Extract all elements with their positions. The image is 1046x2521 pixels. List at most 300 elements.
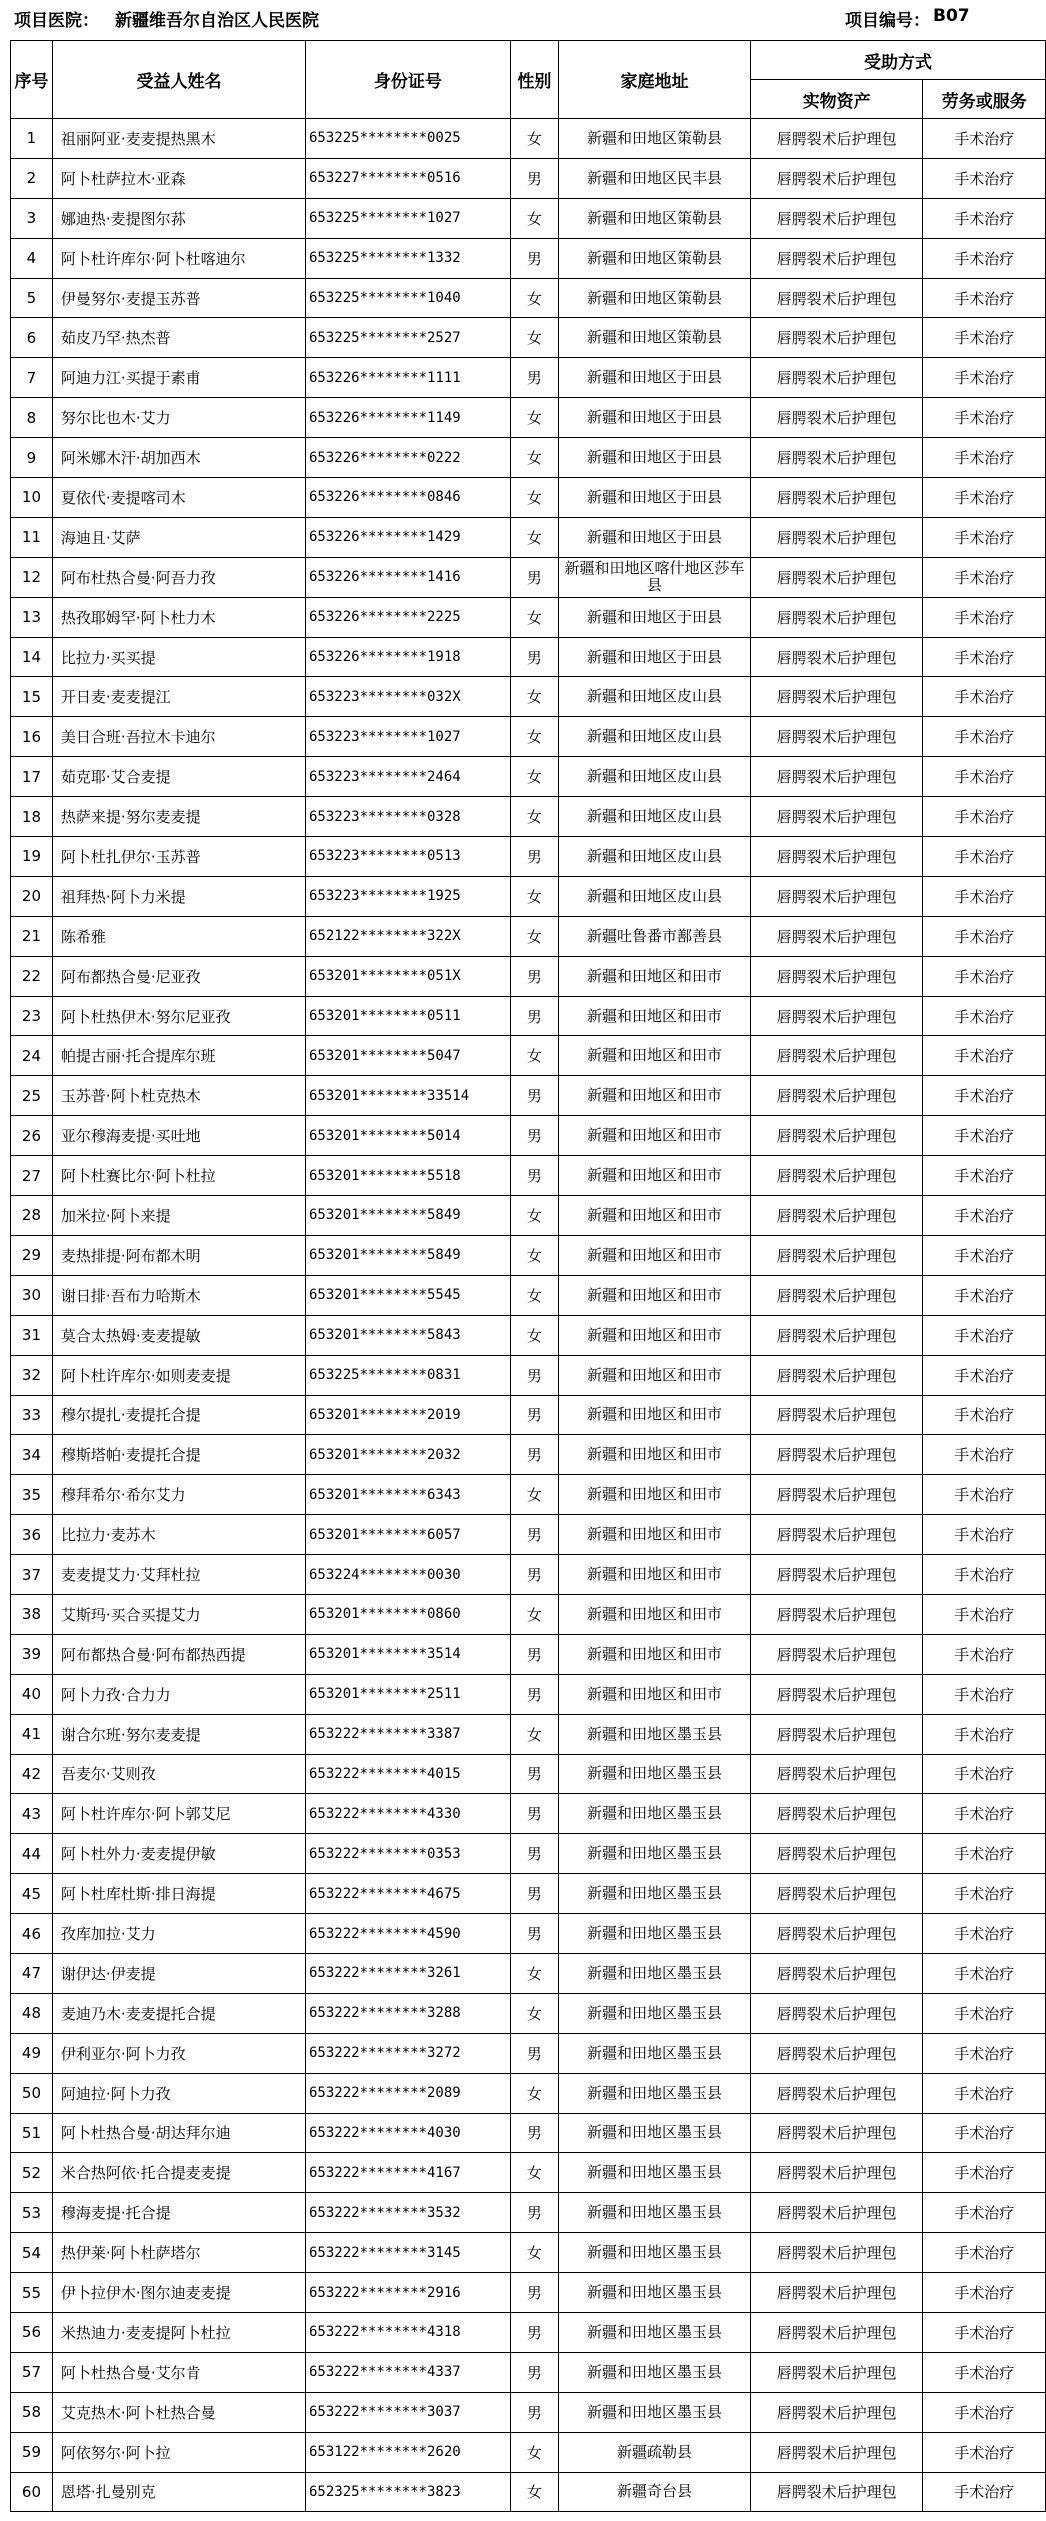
cell-no: 56 (11, 2312, 53, 2352)
table-row (11, 1953, 1046, 1993)
cell-no: 36 (11, 1515, 53, 1555)
cell-goods: 唇腭裂术后护理包 (750, 1914, 923, 1954)
cell-name: 比拉力·买买提 (52, 637, 305, 677)
cell-gender: 女 (510, 797, 558, 837)
cell-id: 653201********2511 (306, 1674, 511, 1714)
cell-goods: 唇腭裂术后护理包 (750, 517, 923, 557)
cell-name: 阿卜杜热合曼·胡达拜尔迪 (52, 2113, 305, 2153)
cell-service: 手术治疗 (923, 1156, 1046, 1196)
cell-goods: 唇腭裂术后护理包 (750, 198, 923, 238)
cell-address: 新疆和田地区和田市 (559, 1156, 751, 1196)
cell-service: 手术治疗 (923, 2193, 1046, 2233)
cell-service: 手术治疗 (923, 2273, 1046, 2313)
cell-service: 手术治疗 (923, 2033, 1046, 2073)
cell-id: 653222********4030 (306, 2113, 511, 2153)
cell-address: 新疆和田地区墨玉县 (559, 1754, 751, 1794)
cell-id: 653201********0860 (306, 1594, 511, 1634)
cell-address: 新疆和田地区皮山县 (559, 677, 751, 717)
cell-service: 手术治疗 (923, 1116, 1046, 1156)
cell-no: 42 (11, 1754, 53, 1794)
cell-id: 653222********4330 (306, 1794, 511, 1834)
cell-service: 手术治疗 (923, 837, 1046, 877)
table-row (11, 1993, 1046, 2033)
cell-service: 手术治疗 (923, 158, 1046, 198)
cell-gender: 男 (510, 2312, 558, 2352)
cell-address: 新疆和田地区策勒县 (559, 198, 751, 238)
cell-address: 新疆和田地区皮山县 (559, 717, 751, 757)
column-header-aid-method: 受助方式 (750, 41, 1045, 80)
column-header-name: 受益人姓名 (52, 41, 305, 119)
cell-address: 新疆和田地区和田市 (559, 1515, 751, 1555)
cell-goods: 唇腭裂术后护理包 (750, 757, 923, 797)
cell-goods: 唇腭裂术后护理包 (750, 238, 923, 278)
cell-id: 652325********3823 (306, 2472, 511, 2512)
cell-service: 手术治疗 (923, 1515, 1046, 1555)
cell-goods: 唇腭裂术后护理包 (750, 837, 923, 877)
cell-service: 手术治疗 (923, 956, 1046, 996)
cell-goods: 唇腭裂术后护理包 (750, 597, 923, 637)
cell-service: 手术治疗 (923, 2153, 1046, 2193)
cell-goods: 唇腭裂术后护理包 (750, 1275, 923, 1315)
cell-service: 手术治疗 (923, 1674, 1046, 1714)
cell-no: 4 (11, 238, 53, 278)
cell-goods: 唇腭裂术后护理包 (750, 1475, 923, 1515)
table-row (11, 837, 1046, 877)
cell-gender: 女 (510, 2472, 558, 2512)
cell-service: 手术治疗 (923, 478, 1046, 518)
cell-service: 手术治疗 (923, 1355, 1046, 1395)
cell-address: 新疆和田地区和田市 (559, 1315, 751, 1355)
cell-gender: 男 (510, 1395, 558, 1435)
cell-service: 手术治疗 (923, 2472, 1046, 2512)
cell-goods: 唇腭裂术后护理包 (750, 1874, 923, 1914)
cell-address: 新疆和田地区和田市 (559, 996, 751, 1036)
cell-address: 新疆和田地区策勒县 (559, 318, 751, 358)
cell-service: 手术治疗 (923, 198, 1046, 238)
table-row (11, 119, 1046, 159)
cell-goods: 唇腭裂术后护理包 (750, 2233, 923, 2273)
cell-name: 谢日排·吾布力哈斯木 (52, 1275, 305, 1315)
cell-id: 653201********5545 (306, 1275, 511, 1315)
cell-gender: 女 (510, 2233, 558, 2273)
cell-id: 653201********0511 (306, 996, 511, 1036)
cell-goods: 唇腭裂术后护理包 (750, 358, 923, 398)
cell-no: 15 (11, 677, 53, 717)
cell-gender: 女 (510, 2432, 558, 2472)
cell-goods: 唇腭裂术后护理包 (750, 1315, 923, 1355)
cell-id: 653201********051X (306, 956, 511, 996)
cell-service: 手术治疗 (923, 2073, 1046, 2113)
cell-gender: 男 (510, 557, 558, 597)
cell-address: 新疆和田地区墨玉县 (559, 2073, 751, 2113)
cell-id: 653222********4015 (306, 1754, 511, 1794)
cell-gender: 女 (510, 1315, 558, 1355)
cell-goods: 唇腭裂术后护理包 (750, 797, 923, 837)
cell-gender: 男 (510, 996, 558, 1036)
cell-name: 美日合班·吾拉木卡迪尔 (52, 717, 305, 757)
cell-address: 新疆和田地区于田县 (559, 637, 751, 677)
cell-service: 手术治疗 (923, 318, 1046, 358)
cell-id: 653201********3514 (306, 1634, 511, 1674)
cell-address: 新疆和田地区墨玉县 (559, 1834, 751, 1874)
cell-id: 653225********0025 (306, 119, 511, 159)
cell-no: 16 (11, 717, 53, 757)
cell-service: 手术治疗 (923, 1714, 1046, 1754)
table-row (11, 996, 1046, 1036)
table-row (11, 597, 1046, 637)
cell-id: 653222********3261 (306, 1953, 511, 1993)
cell-address: 新疆和田地区民丰县 (559, 158, 751, 198)
cell-no: 60 (11, 2472, 53, 2512)
cell-address: 新疆和田地区喀什地区莎车县 (559, 557, 751, 597)
cell-goods: 唇腭裂术后护理包 (750, 1036, 923, 1076)
cell-name: 穆斯塔帕·麦提托合提 (52, 1435, 305, 1475)
table-row (11, 797, 1046, 837)
cell-service: 手术治疗 (923, 1993, 1046, 2033)
cell-name: 穆尔提扎·麦提托合提 (52, 1395, 305, 1435)
cell-id: 653226********0222 (306, 438, 511, 478)
cell-goods: 唇腭裂术后护理包 (750, 1714, 923, 1754)
table-row (11, 158, 1046, 198)
cell-no: 44 (11, 1834, 53, 1874)
cell-gender: 女 (510, 1036, 558, 1076)
cell-no: 34 (11, 1435, 53, 1475)
cell-no: 59 (11, 2432, 53, 2472)
cell-name: 努尔比也木·艾力 (52, 398, 305, 438)
cell-gender: 女 (510, 2073, 558, 2113)
cell-no: 14 (11, 637, 53, 677)
cell-name: 穆拜希尔·希尔艾力 (52, 1475, 305, 1515)
cell-goods: 唇腭裂术后护理包 (750, 1235, 923, 1275)
cell-gender: 女 (510, 198, 558, 238)
cell-no: 54 (11, 2233, 53, 2273)
cell-address: 新疆和田地区墨玉县 (559, 2153, 751, 2193)
table-row (11, 278, 1046, 318)
table-row (11, 1914, 1046, 1954)
cell-id: 653222********4337 (306, 2352, 511, 2392)
cell-service: 手术治疗 (923, 876, 1046, 916)
cell-goods: 唇腭裂术后护理包 (750, 2073, 923, 2113)
cell-id: 653226********1429 (306, 517, 511, 557)
cell-id: 653201********5849 (306, 1196, 511, 1236)
cell-goods: 唇腭裂术后护理包 (750, 2312, 923, 2352)
hospital-label: 项目医院： (14, 11, 99, 31)
table-row (11, 1794, 1046, 1834)
table-row (11, 2033, 1046, 2073)
cell-id: 653226********1416 (306, 557, 511, 597)
cell-goods: 唇腭裂术后护理包 (750, 1435, 923, 1475)
cell-id: 653226********2225 (306, 597, 511, 637)
cell-name: 艾克热木·阿卜杜热合曼 (52, 2392, 305, 2432)
cell-gender: 女 (510, 398, 558, 438)
cell-gender: 男 (510, 238, 558, 278)
cell-name: 玉苏普·阿卜杜克热木 (52, 1076, 305, 1116)
cell-name: 祖丽阿亚·麦麦提热黑木 (52, 119, 305, 159)
cell-gender: 女 (510, 876, 558, 916)
cell-name: 孜库加拉·艾力 (52, 1914, 305, 1954)
cell-name: 阿卜杜许库尔·阿卜杜喀迪尔 (52, 238, 305, 278)
cell-gender: 女 (510, 278, 558, 318)
table-row (11, 1714, 1046, 1754)
cell-gender: 男 (510, 956, 558, 996)
cell-service: 手术治疗 (923, 597, 1046, 637)
cell-name: 阿卜杜许库尔·阿卜郭艾尼 (52, 1794, 305, 1834)
cell-address: 新疆和田地区于田县 (559, 398, 751, 438)
cell-id: 653201********2019 (306, 1395, 511, 1435)
cell-service: 手术治疗 (923, 757, 1046, 797)
cell-name: 阿米娜木汗·胡加西木 (52, 438, 305, 478)
project-number-label: 项目编号： (845, 11, 930, 31)
cell-service: 手术治疗 (923, 2312, 1046, 2352)
cell-no: 1 (11, 119, 53, 159)
cell-service: 手术治疗 (923, 1953, 1046, 1993)
cell-goods: 唇腭裂术后护理包 (750, 1953, 923, 1993)
cell-gender: 女 (510, 1953, 558, 1993)
cell-gender: 女 (510, 1714, 558, 1754)
cell-id: 653122********2620 (306, 2432, 511, 2472)
cell-no: 50 (11, 2073, 53, 2113)
table-row (11, 1076, 1046, 1116)
cell-name: 吾麦尔·艾则孜 (52, 1754, 305, 1794)
table-row (11, 2193, 1046, 2233)
cell-gender: 男 (510, 2273, 558, 2313)
cell-gender: 男 (510, 1794, 558, 1834)
column-header-address: 家庭地址 (559, 41, 751, 119)
cell-id: 653225********0831 (306, 1355, 511, 1395)
beneficiary-table (10, 40, 1046, 2512)
cell-gender: 男 (510, 1515, 558, 1555)
cell-gender: 男 (510, 637, 558, 677)
table-row (11, 1196, 1046, 1236)
cell-name: 祖拜热·阿卜力米提 (52, 876, 305, 916)
cell-address: 新疆和田地区墨玉县 (559, 1874, 751, 1914)
cell-name: 阿卜力孜·合力力 (52, 1674, 305, 1714)
cell-id: 653223********0513 (306, 837, 511, 877)
table-row (11, 1594, 1046, 1634)
table-row (11, 1515, 1046, 1555)
cell-address: 新疆和田地区和田市 (559, 1594, 751, 1634)
project-number: B07 (933, 6, 970, 26)
cell-service: 手术治疗 (923, 2392, 1046, 2432)
cell-service: 手术治疗 (923, 1834, 1046, 1874)
cell-service: 手术治疗 (923, 1555, 1046, 1595)
cell-id: 653222********3037 (306, 2392, 511, 2432)
cell-no: 48 (11, 1993, 53, 2033)
cell-gender: 男 (510, 1634, 558, 1674)
table-row (11, 637, 1046, 677)
cell-gender: 女 (510, 717, 558, 757)
table-row (11, 1315, 1046, 1355)
cell-address: 新疆和田地区墨玉县 (559, 1714, 751, 1754)
cell-service: 手术治疗 (923, 637, 1046, 677)
table-row (11, 1754, 1046, 1794)
cell-goods: 唇腭裂术后护理包 (750, 876, 923, 916)
cell-address: 新疆和田地区和田市 (559, 1395, 751, 1435)
cell-id: 653222********4590 (306, 1914, 511, 1954)
cell-name: 麦热排提·阿布都木明 (52, 1235, 305, 1275)
column-header-service: 劳务或服务 (923, 80, 1046, 119)
cell-id: 653227********0516 (306, 158, 511, 198)
cell-no: 7 (11, 358, 53, 398)
cell-id: 653222********3145 (306, 2233, 511, 2273)
cell-service: 手术治疗 (923, 278, 1046, 318)
cell-name: 阿布杜热合曼·阿吾力孜 (52, 557, 305, 597)
cell-name: 伊利亚尔·阿卜力孜 (52, 2033, 305, 2073)
cell-goods: 唇腭裂术后护理包 (750, 1395, 923, 1435)
cell-service: 手术治疗 (923, 1634, 1046, 1674)
cell-gender: 女 (510, 1993, 558, 2033)
cell-service: 手术治疗 (923, 1196, 1046, 1236)
cell-name: 阿布都热合曼·阿布都热西提 (52, 1634, 305, 1674)
cell-gender: 男 (510, 1754, 558, 1794)
cell-address: 新疆和田地区和田市 (559, 1275, 751, 1315)
cell-name: 伊卜拉伊木·图尔迪麦麦提 (52, 2273, 305, 2313)
cell-no: 35 (11, 1475, 53, 1515)
cell-no: 32 (11, 1355, 53, 1395)
cell-goods: 唇腭裂术后护理包 (750, 916, 923, 956)
hospital-name: 新疆维吾尔自治区人民医院 (115, 11, 319, 31)
cell-service: 手术治疗 (923, 916, 1046, 956)
table-row (11, 358, 1046, 398)
cell-id: 653201********5518 (306, 1156, 511, 1196)
cell-no: 21 (11, 916, 53, 956)
cell-service: 手术治疗 (923, 2233, 1046, 2273)
cell-address: 新疆和田地区和田市 (559, 1355, 751, 1395)
cell-service: 手术治疗 (923, 119, 1046, 159)
cell-gender: 男 (510, 837, 558, 877)
cell-service: 手术治疗 (923, 1794, 1046, 1834)
table-row (11, 1116, 1046, 1156)
cell-gender: 女 (510, 757, 558, 797)
table-row (11, 2113, 1046, 2153)
cell-service: 手术治疗 (923, 797, 1046, 837)
cell-address: 新疆和田地区策勒县 (559, 278, 751, 318)
cell-no: 2 (11, 158, 53, 198)
cell-address: 新疆和田地区皮山县 (559, 797, 751, 837)
cell-no: 49 (11, 2033, 53, 2073)
cell-id: 653223********2464 (306, 757, 511, 797)
table-row (11, 1674, 1046, 1714)
cell-no: 3 (11, 198, 53, 238)
table-row (11, 1834, 1046, 1874)
cell-goods: 唇腭裂术后护理包 (750, 1116, 923, 1156)
cell-name: 阿卜杜热合曼·艾尔肯 (52, 2352, 305, 2392)
cell-address: 新疆吐鲁番市鄯善县 (559, 916, 751, 956)
cell-name: 陈希雅 (52, 916, 305, 956)
cell-goods: 唇腭裂术后护理包 (750, 2472, 923, 2512)
cell-name: 麦麦提艾力·艾拜杜拉 (52, 1555, 305, 1595)
table-row (11, 517, 1046, 557)
cell-name: 莫合太热姆·麦麦提敏 (52, 1315, 305, 1355)
cell-no: 5 (11, 278, 53, 318)
cell-name: 海迪且·艾萨 (52, 517, 305, 557)
cell-goods: 唇腭裂术后护理包 (750, 1555, 923, 1595)
table-row (11, 238, 1046, 278)
cell-goods: 唇腭裂术后护理包 (750, 1634, 923, 1674)
cell-id: 653226********1111 (306, 358, 511, 398)
cell-id: 653226********1149 (306, 398, 511, 438)
cell-no: 23 (11, 996, 53, 1036)
cell-id: 653226********0846 (306, 478, 511, 518)
cell-gender: 女 (510, 1235, 558, 1275)
cell-address: 新疆和田地区和田市 (559, 1235, 751, 1275)
cell-gender: 女 (510, 478, 558, 518)
cell-no: 29 (11, 1235, 53, 1275)
table-row (11, 1395, 1046, 1435)
table-row (11, 1874, 1046, 1914)
cell-name: 娜迪热·麦提图尔荪 (52, 198, 305, 238)
cell-name: 茹皮乃罕·热杰普 (52, 318, 305, 358)
document-header (0, 0, 1046, 40)
cell-goods: 唇腭裂术后护理包 (750, 158, 923, 198)
cell-service: 手术治疗 (923, 1475, 1046, 1515)
table-row (11, 1275, 1046, 1315)
cell-name: 阿迪力江·买提于素甫 (52, 358, 305, 398)
cell-service: 手术治疗 (923, 398, 1046, 438)
table-row (11, 1156, 1046, 1196)
cell-gender: 女 (510, 2153, 558, 2193)
cell-no: 19 (11, 837, 53, 877)
cell-goods: 唇腭裂术后护理包 (750, 2392, 923, 2432)
cell-no: 11 (11, 517, 53, 557)
cell-service: 手术治疗 (923, 1435, 1046, 1475)
cell-address: 新疆和田地区于田县 (559, 517, 751, 557)
cell-address: 新疆和田地区皮山县 (559, 876, 751, 916)
cell-name: 阿迪拉·阿卜力孜 (52, 2073, 305, 2113)
cell-address: 新疆和田地区和田市 (559, 1196, 751, 1236)
cell-no: 51 (11, 2113, 53, 2153)
cell-gender: 男 (510, 1116, 558, 1156)
cell-no: 43 (11, 1794, 53, 1834)
cell-no: 10 (11, 478, 53, 518)
cell-no: 12 (11, 557, 53, 597)
cell-id: 653222********3387 (306, 1714, 511, 1754)
cell-gender: 女 (510, 1275, 558, 1315)
cell-address: 新疆和田地区墨玉县 (559, 2193, 751, 2233)
cell-name: 热孜耶姆罕·阿卜杜力木 (52, 597, 305, 637)
cell-name: 伊曼努尔·麦提玉苏普 (52, 278, 305, 318)
cell-address: 新疆和田地区墨玉县 (559, 2113, 751, 2153)
cell-address: 新疆疏勒县 (559, 2432, 751, 2472)
cell-no: 47 (11, 1953, 53, 1993)
cell-address: 新疆和田地区墨玉县 (559, 1914, 751, 1954)
cell-no: 52 (11, 2153, 53, 2193)
cell-name: 热萨来提·努尔麦麦提 (52, 797, 305, 837)
cell-id: 653201********5014 (306, 1116, 511, 1156)
column-header-no: 序号 (11, 41, 53, 119)
cell-name: 米热迪力·麦麦提阿卜杜拉 (52, 2312, 305, 2352)
table-row (11, 318, 1046, 358)
cell-no: 22 (11, 956, 53, 996)
cell-gender: 女 (510, 119, 558, 159)
table-row (11, 438, 1046, 478)
cell-id: 653223********0328 (306, 797, 511, 837)
cell-name: 加米拉·阿卜来提 (52, 1196, 305, 1236)
table-row (11, 478, 1046, 518)
cell-id: 653222********3288 (306, 1993, 511, 2033)
cell-no: 26 (11, 1116, 53, 1156)
table-row (11, 677, 1046, 717)
cell-service: 手术治疗 (923, 438, 1046, 478)
table-row (11, 956, 1046, 996)
cell-address: 新疆和田地区和田市 (559, 956, 751, 996)
cell-gender: 女 (510, 318, 558, 358)
cell-id: 653201********2032 (306, 1435, 511, 1475)
cell-id: 653222********2916 (306, 2273, 511, 2313)
table-row (11, 2432, 1046, 2472)
cell-address: 新疆和田地区于田县 (559, 358, 751, 398)
cell-gender: 男 (510, 1076, 558, 1116)
